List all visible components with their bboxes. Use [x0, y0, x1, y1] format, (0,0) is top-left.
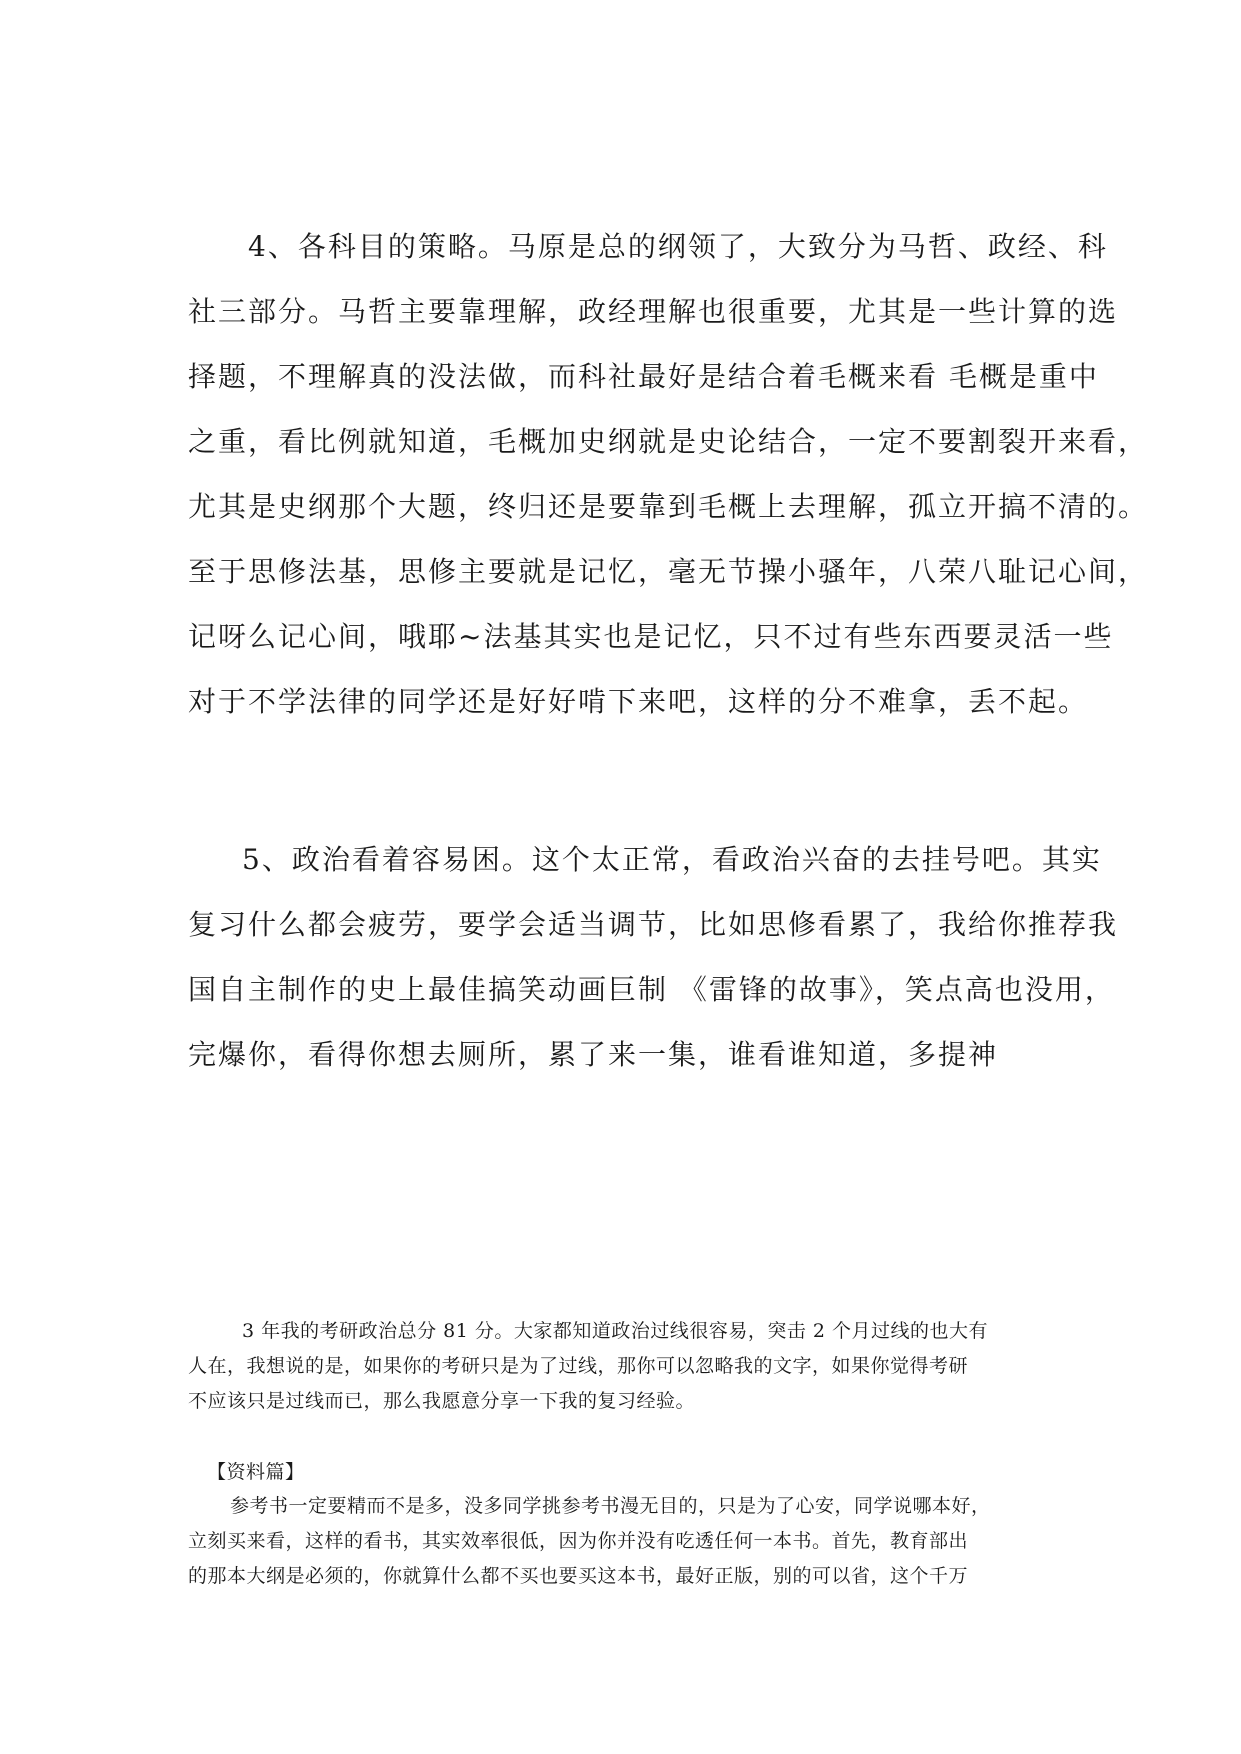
text-line: 对于不学法律的同学还是好好啃下来吧，这样的分不难拿，丢不起。: [188, 685, 1089, 718]
text-line: 国自主制作的史上最佳搞笑动画巨制 《雷锋的故事》，笑点高也没用，: [188, 973, 1115, 1006]
text-line: 至于思修法基，思修主要就是记忆，毫无节操小骚年，八荣八耻记心间，: [188, 555, 1149, 588]
text-line: 不应该只是过线而已，那么我愿意分享一下我的复习经验。: [188, 1390, 696, 1412]
text-line: 记呀么记心间，哦耶~法基其实也是记忆，只不过有些东西要灵活一些: [188, 620, 1114, 653]
text-line: 的那本大纲是必须的，你就算什么都不买也要买这本书，最好正版，别的可以省，这个千万: [188, 1565, 969, 1587]
text-line: 4、各科目的策略。马原是总的纲领了，大致分为马哲、政经、科: [248, 230, 1108, 263]
text-line: 复习什么都会疲劳，要学会适当调节，比如思修看累了，我给你推荐我: [188, 908, 1119, 941]
text-line: 社三部分。马哲主要靠理解，政经理解也很重要，尤其是一些计算的选: [188, 295, 1119, 328]
section-heading: 【资料篇】: [207, 1461, 305, 1483]
text-line: 3 年我的考研政治总分 81 分。大家都知道政治过线很容易，突击 2 个月过线的也大有: [242, 1320, 989, 1342]
text-line: 立刻买来看，这样的看书，其实效率很低，因为你并没有吃透任何一本书。首先，教育部出: [188, 1530, 969, 1552]
text-line: 尤其是史纲那个大题，终归还是要靠到毛概上去理解，孤立开搞不清的。: [188, 490, 1149, 523]
text-line: 择题，不理解真的没法做，而科社最好是结合着毛概来看 毛概是重中: [188, 360, 1099, 393]
text-line: 5、政治看着容易困。这个太正常，看政治兴奋的去挂号吧。其实: [242, 843, 1102, 876]
text-line: 人在，我想说的是，如果你的考研只是为了过线，那你可以忽略我的文字，如果你觉得考研: [188, 1355, 969, 1377]
text-line: 完爆你，看得你想去厕所，累了来一集，谁看谁知道，多提神: [188, 1038, 999, 1071]
text-line: 参考书一定要精而不是多，没多同学挑参考书漫无目的，只是为了心安，同学说哪本好，: [230, 1495, 991, 1517]
text-line: 之重，看比例就知道，毛概加史纲就是史论结合，一定不要割裂开来看，: [188, 425, 1149, 458]
